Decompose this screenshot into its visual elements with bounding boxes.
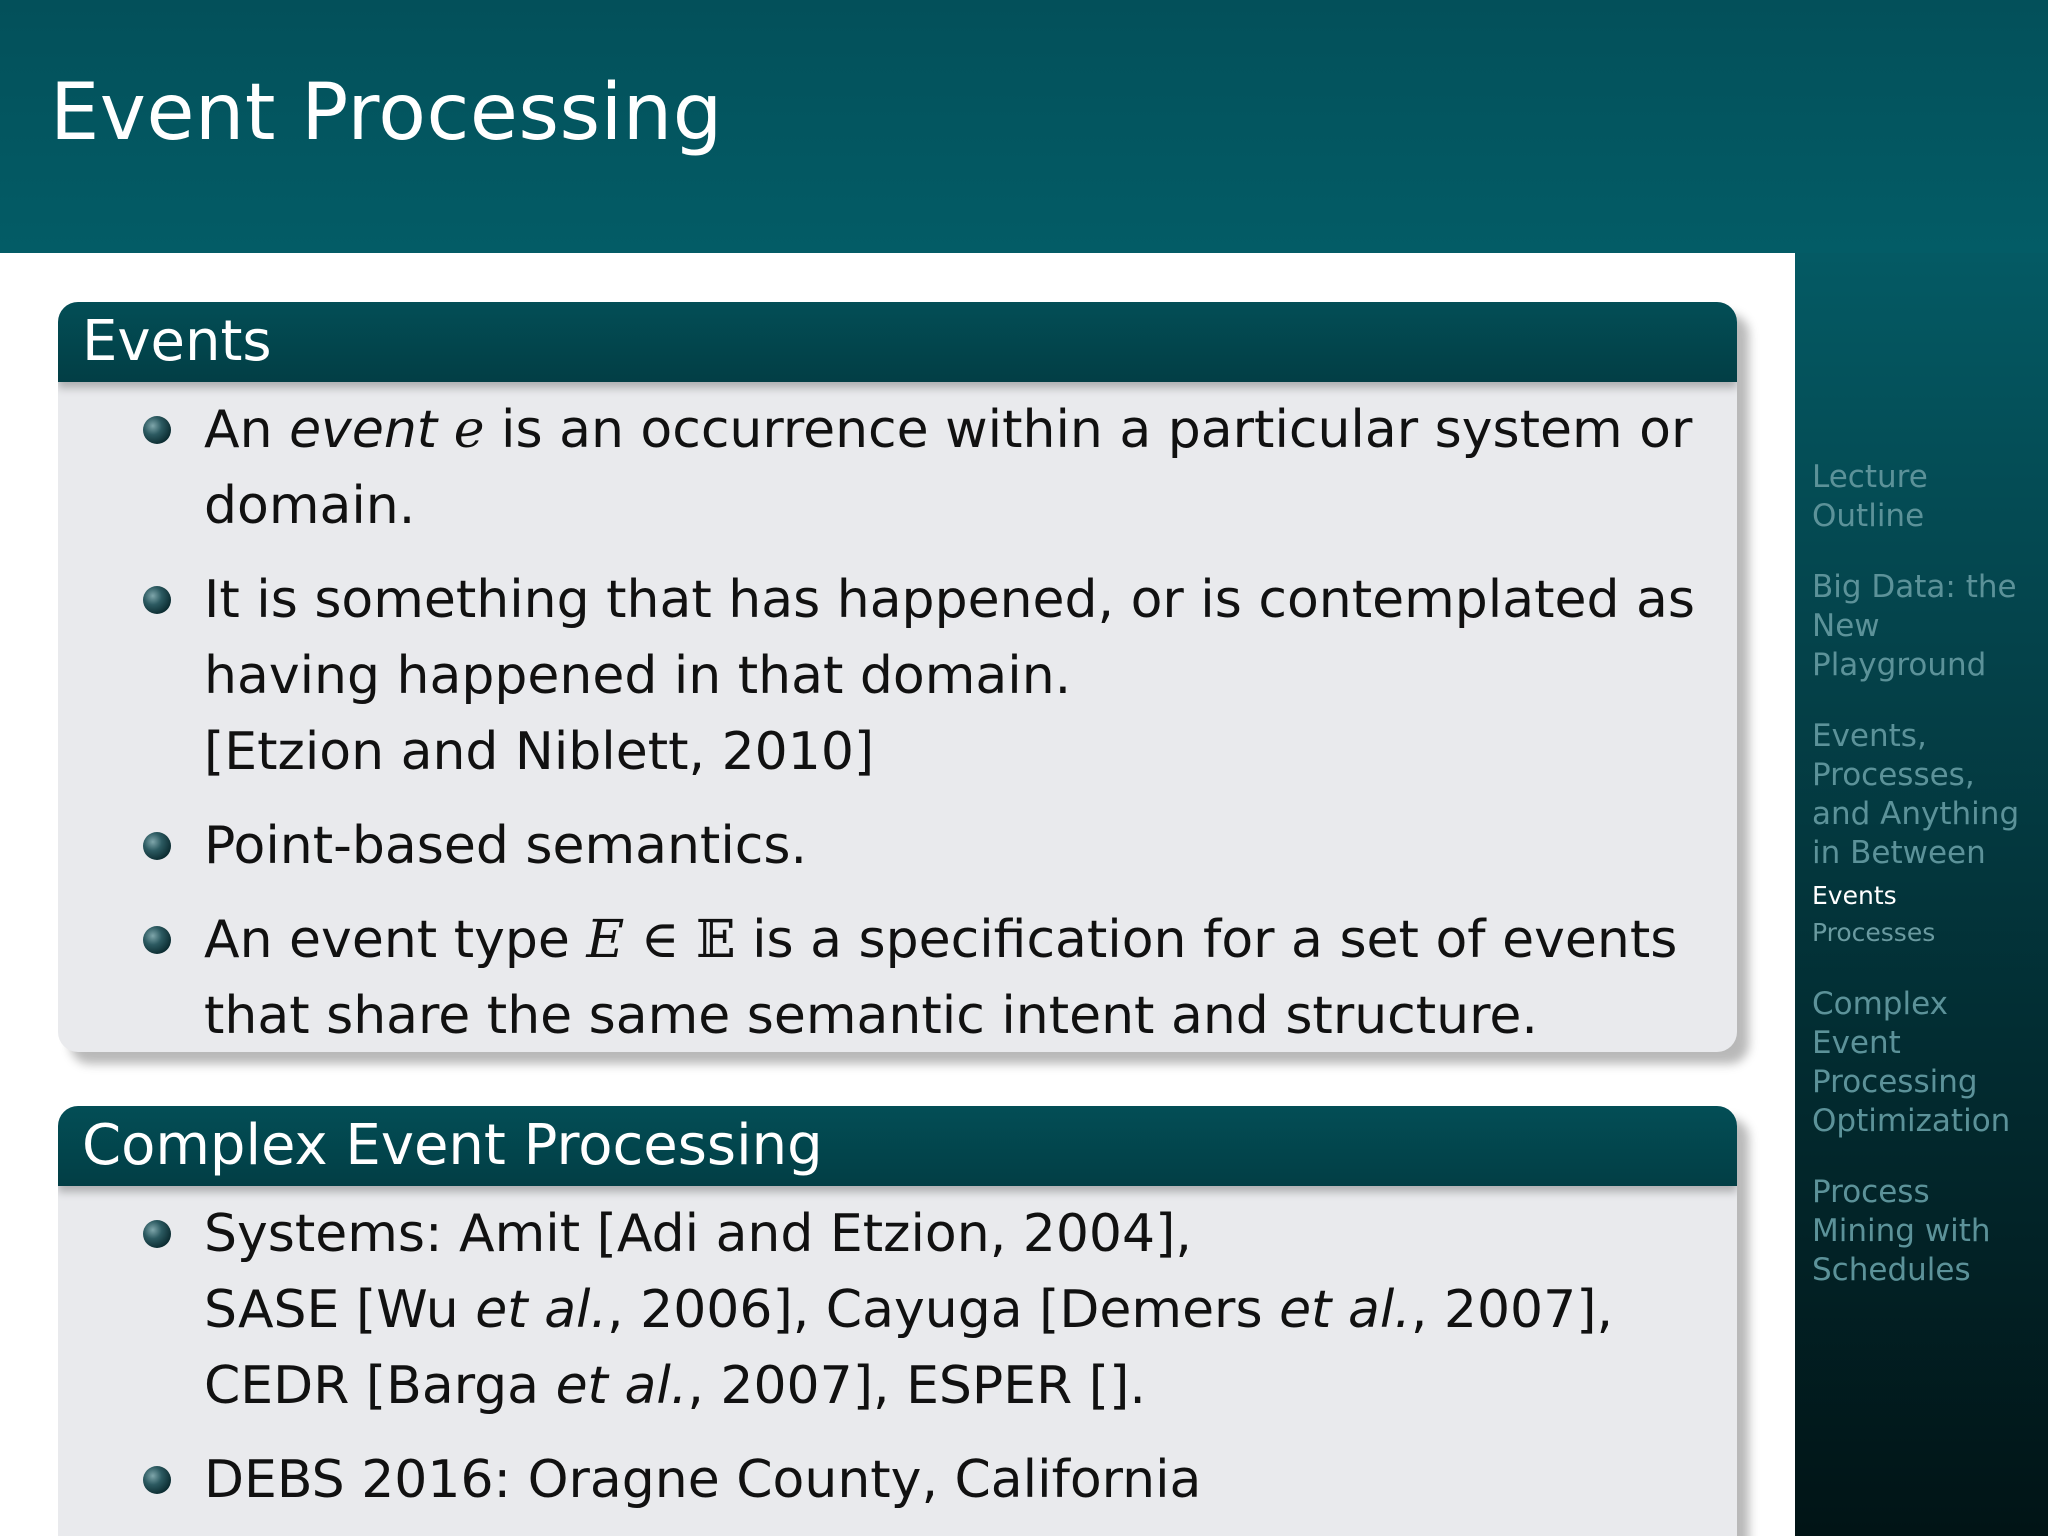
frame-title-bar	[0, 0, 2048, 253]
events-block-title: Events	[58, 302, 1737, 382]
sidebar-outline	[1812, 458, 2042, 1322]
bullet-icon	[143, 416, 171, 444]
bullet-icon	[143, 586, 171, 614]
bullet-icon	[143, 832, 171, 860]
frame-title: Event Processing	[50, 68, 723, 158]
list-item: DEBS 2016: Oragne County, California	[58, 1442, 1697, 1518]
events-block	[58, 302, 1737, 1052]
nav-section-cep-optimization[interactable]: Complex Event Processing Optimization	[1812, 986, 2011, 1139]
nav-section-process-mining[interactable]: Process Mining with Schedules	[1812, 1174, 1991, 1288]
bullet-icon	[143, 1220, 171, 1248]
list-item: An event type E ∈ 𝔼 is a specification for a set of events that share the same semantic intent and structure.	[58, 902, 1697, 1052]
bullet-icon	[143, 926, 171, 954]
nav-section-events-processes[interactable]: Events, Processes, and Anything in Between	[1812, 718, 2020, 871]
cep-block	[58, 1106, 1737, 1536]
nav-section-lecture-outline[interactable]: Lecture Outline	[1812, 459, 1928, 534]
nav-subsection-events[interactable]: Events	[1812, 881, 1897, 910]
list-item: Systems: Amit [Adi and Etzion, 2004], SASE [Wu et al., 2006], Cayuga [Demers et al., 2007], CEDR [Barga et al., 2007], ESPER [].	[58, 1196, 1697, 1424]
nav-subsection-processes[interactable]: Processes	[1812, 918, 1936, 947]
cep-block-title: Complex Event Processing	[58, 1106, 1737, 1186]
cep-block-body	[58, 1186, 1737, 1518]
citation: [Etzion and Niblett, 2010]	[204, 722, 875, 782]
nav-section-big-data[interactable]: Big Data: the New Playground	[1812, 569, 2017, 683]
events-block-body	[58, 382, 1737, 1052]
bullet-icon	[143, 1466, 171, 1494]
list-item: An event e is an occurrence within a particular system or domain.	[58, 392, 1697, 544]
list-item: It is something that has happened, or is contemplated as having happened in that domain. [Etzion and Niblett, 2010]	[58, 562, 1697, 790]
list-item: Point-based semantics.	[58, 808, 1697, 884]
